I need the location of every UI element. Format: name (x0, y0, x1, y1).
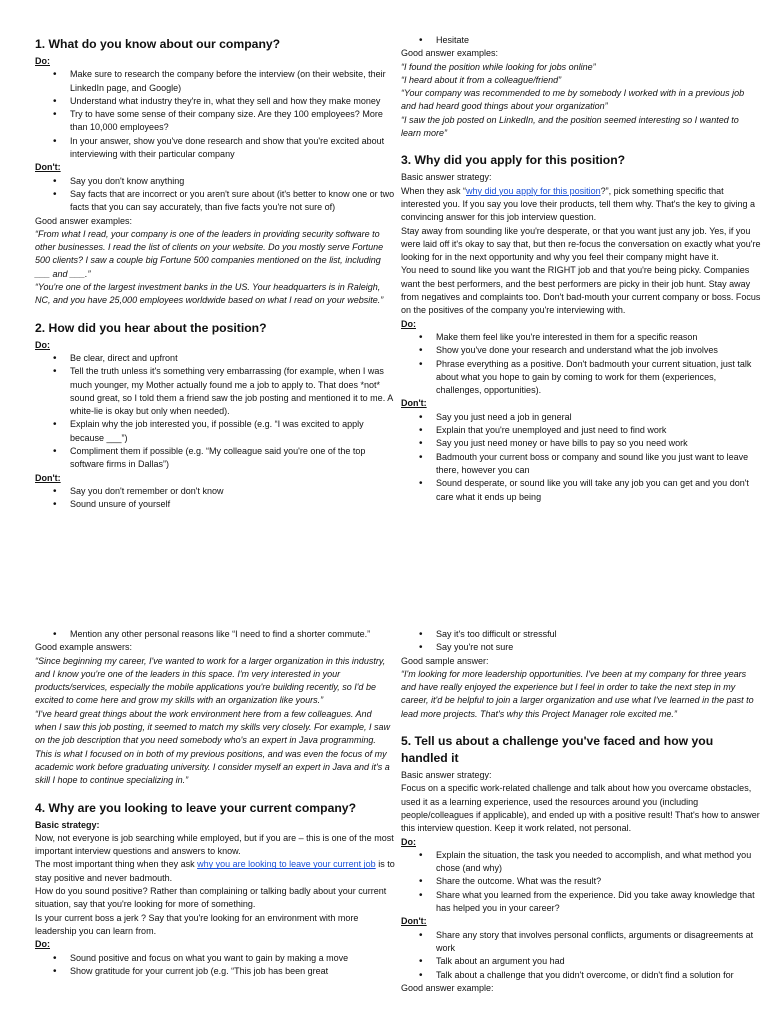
list-item: • Say you just need a job in general (436, 411, 761, 424)
column-top-left (35, 36, 395, 512)
list-item: • Talk about a challenge that you didn't overcome, or didn't find a solution for (436, 969, 761, 982)
column-bottom-right (401, 628, 761, 995)
q3-paragraph: You need to sound like you want the RIGHT job and that you're being picky. Companies want the best performers, and the best performers are picky in their job hunt. Stay away from negatives and complaints too. Don't bad-mouth your current company or boss. Focus on the positives of the company you're interviewing with. (401, 265, 761, 316)
q4-paragraph: Now, not everyone is job searching while employed, but if you are – this is one of the most important interview questions and answers to know. (35, 832, 394, 857)
list-item: • Show gratitude for your current job (e.g. “This job has been great (70, 965, 395, 978)
list-item: • Say you don't know anything (70, 175, 395, 188)
column-bottom-left (35, 628, 395, 978)
q5-paragraph: Focus on a specific work-related challenge and talk about how you overcame obstacles, used it as a learning experience, used the resources around you (including people/colleagues if applicable), and ended up with a positive result! That's how to answer this interview question. Keep it work related, not personal. (401, 783, 760, 834)
list-item: • Sound desperate, or sound like you will take any job you can get and you don't care what it ends up being (436, 477, 761, 504)
q2-do-list (35, 352, 395, 472)
list-item: • Tell the truth unless it's something very embarrassing (for example, when I was much younger, my Mother actually found me a job to apply to. That does *not* sound great, so I told them a friend saw the job posting and mentioned it to me. A white-lie is okay but only when needed). (70, 365, 395, 418)
list-item: • Share what you learned from the experience. Did you take away knowledge that has helped you in your career? (436, 889, 761, 916)
q1-dont-label: Don't: (35, 162, 61, 173)
q2-title: 2. How did you hear about the position? (35, 320, 267, 335)
text-span: is to stay positive and never badmouth. (35, 859, 395, 883)
q3-dont-list (401, 411, 761, 504)
q2-dont-list-continued (35, 628, 395, 641)
q4-paragraph: Is your current boss a jerk ? Say that you're looking for an environment with more leadership you can learn from. (35, 912, 359, 936)
list-item: • Make them feel like you're interested in them for a specific reason (436, 331, 761, 344)
list-item: • Say facts that are incorrect or you aren't sure about (it's better to know one or two facts that you can say accurately, than five facts you're not sure of) (70, 188, 395, 215)
q3-do-label: Do: (401, 318, 416, 329)
q5-title: 5. Tell us about a challenge you've faced and how you handled it (401, 734, 714, 766)
list-item: • Explain that you're unemployed and just need to find work (436, 424, 761, 437)
list-item: • Compliment them if possible (e.g. “My colleague said you're one of the top software firms in Dallas”) (70, 445, 395, 472)
list-item: • Say you just need money or have bills to pay so you need work (436, 437, 761, 450)
list-item: • Sound unsure of yourself (70, 498, 395, 511)
q4-dont-list-continued (401, 628, 761, 655)
list-item: • Show you've done your research and understand what the job involves (436, 344, 761, 357)
why-apply-link[interactable]: why did you apply for this position (466, 185, 601, 196)
why-leave-link[interactable]: why you are looking to leave your current job (197, 859, 376, 870)
q4-do-label: Do: (35, 939, 50, 950)
text-span: The most important thing when they ask (35, 859, 198, 870)
q3-paragraph: Stay away from sounding like you're desperate, or that you want just any job. Yes, if you were laid off it's okay to say that, but then re-focus the conversation on exactly what you're looking for in the next opportunity and why you feel their company might have it. (401, 225, 761, 263)
good-example-label: Good example answers: (35, 642, 133, 653)
q2-do-label: Do: (35, 339, 50, 350)
list-item: • Mention any other personal reasons like “I need to find a shorter commute.” (70, 628, 395, 641)
q4-title: 4. Why are you looking to leave your current company? (35, 800, 357, 815)
example-answer: “Since beginning my career, I've wanted to work for a larger organization in this industry, and I know you're one of the leaders in this space. I'm very interested in your products/services, especially the mobile applications you're building recently, so I'd be excited to come here and grow my skills with an organization like yours.” (35, 655, 386, 706)
q1-example: “You're one of the largest investment banks in the US. Your headquarters is in Raleigh, NC, and you have 25,000 employees worldwide based on what I read on your website.” (35, 282, 384, 306)
q4-do-list (35, 952, 395, 979)
list-item: • Explain the situation, the task you needed to accomplish, and what method you chose (and why) (436, 849, 761, 876)
list-item: • Explain why the job interested you, if possible (e.g. “I was excited to apply because ___”) (70, 418, 395, 445)
q2-example: “I found the position while looking for jobs online” (401, 61, 596, 72)
q4-basic-label: Basic strategy: (35, 819, 100, 830)
q2-dont-list (35, 485, 395, 512)
q4-paragraph (35, 858, 395, 885)
list-item: • Say you're not sure (436, 641, 761, 654)
list-item: • Badmouth your current boss or company and sound like you just want to leave there, however you can (436, 451, 761, 478)
q5-basic-label: Basic answer strategy: (401, 770, 492, 781)
list-item: • Hesitate (436, 34, 761, 47)
q1-do-label: Do: (35, 56, 50, 66)
q2-example: “I heard about it from a colleague/friend” (401, 74, 562, 85)
q2-example: “Your company was recommended to me by somebody I worked with in a previous job and had heard good things about your organization” (401, 88, 745, 112)
q3-dont-label: Don't: (401, 398, 427, 409)
q3-paragraph (401, 185, 761, 225)
q5-dont-list (401, 929, 761, 982)
q4-paragraph: How do you sound positive? Rather than complaining or talking badly about your current situation, say that you're looking for more of something. (35, 886, 387, 910)
q1-example: “From what I read, your company is one of the leaders in providing security software to other businesses. I read the list of clients on your website. Do you mostly serve Fortune 500 clients? I saw a couple big Fortune 500 companies mentioned on the list, including ___ and ___.” (35, 228, 384, 279)
q2-dont-list-continued (401, 34, 761, 47)
text-span: ?”, pick something specific that interested you. If you say you love their products, tell them why. That's the key to giving a convincing answer for this job interview question. (401, 185, 756, 223)
q3-title: 3. Why did you apply for this position? (401, 153, 626, 168)
list-item: • Phrase everything as a positive. Don't badmouth your current situation, just talk about what you hope to gain by coming to work for them (experiences, challenges, opportunities). (436, 358, 761, 398)
sample-answer: “I'm looking for more leadership opportunities. I've been at my company for three years and have really enjoyed the experience but I feel in order to take the next step in my career, it'd be helpful to join a larger organization and use what I've learned in the past to lead more projects. That's why this Project Manager role excited me.” (401, 668, 754, 719)
list-item: • Make sure to research the company before the interview (on their website, their LinkedIn page, and Google) (70, 68, 395, 95)
list-item: • Share the outcome. What was the result? (436, 875, 761, 888)
list-item: • Say you don't remember or don't know (70, 485, 395, 498)
q1-dont-list (35, 175, 395, 215)
list-item: • Talk about an argument you had (436, 955, 761, 968)
q3-do-list (401, 331, 761, 397)
list-item: • Sound positive and focus on what you want to gain by making a move (70, 952, 395, 965)
list-item: • Share any story that involves personal conflicts, arguments or disagreements at work (436, 929, 761, 956)
q1-good-label: Good answer examples: (35, 215, 133, 226)
q2-dont-label: Don't: (35, 472, 61, 483)
sample-label: Good sample answer: (401, 655, 489, 666)
list-item: • Say it's too difficult or stressful (436, 628, 761, 641)
list-item: • In your answer, show you've done research and show that you're excited about interviewing with their particular company (70, 135, 395, 162)
cut-off-label: Good answer example: (401, 982, 494, 993)
q2-good-label: Good answer examples: (401, 48, 499, 59)
q5-dont-label: Don't: (401, 916, 427, 927)
text-span: When they ask “ (401, 185, 467, 196)
q3-basic-label: Basic answer strategy: (401, 172, 492, 183)
q1-title: 1. What do you know about our company? (35, 37, 281, 51)
example-answer: “I've heard great things about the work environment here from a few colleagues. And when I saw this job posting, it seemed to match my skills very closely. For example, I saw on the job description that you need somebody who's an expert in Java programming. This is what I focused on in both of my previous positions, and was even the focus of my academic work before graduating university. I consider myself an expert in Java and it's a skill I hope to continue specializing in.” (35, 708, 390, 786)
q1-do-list (35, 68, 395, 161)
q2-example: “I saw the job posted on LinkedIn, and the position seemed interesting so I wanted to learn more” (401, 114, 739, 139)
q5-do-label: Do: (401, 836, 416, 847)
q5-do-list (401, 849, 761, 915)
column-top-right (401, 34, 761, 504)
list-item: • Try to have some sense of their company size. Are they 100 employees? More than 10,000 employees? (70, 108, 395, 135)
list-item: • Understand what industry they're in, what they sell and how they make money (70, 95, 395, 108)
list-item: • Be clear, direct and upfront (70, 352, 395, 365)
